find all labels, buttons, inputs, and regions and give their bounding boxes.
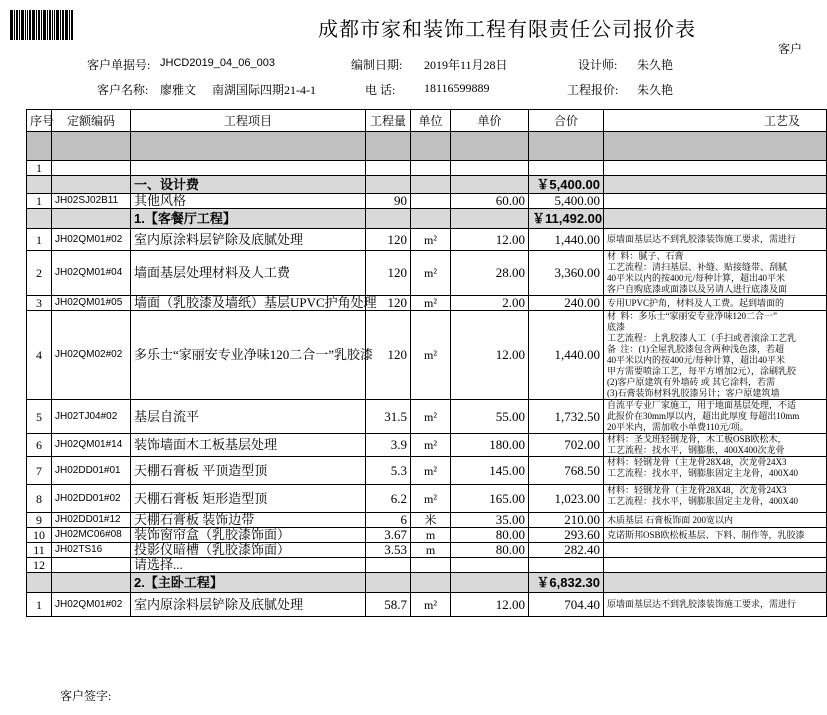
item-name: 天棚石膏板 装饰边带 [131, 513, 366, 528]
empty-cell [411, 209, 451, 229]
table-row [27, 311, 827, 400]
section-total: ￥11,492.00 [529, 209, 604, 229]
unit-price: 12.00 [451, 229, 529, 251]
unit: m² [411, 434, 451, 457]
unit: m² [411, 593, 451, 617]
amount: 5,400.00 [529, 194, 604, 209]
unit: m² [411, 400, 451, 434]
item-name: 室内原涂料层铲除及底腻处理 [131, 593, 366, 617]
unit: m² [411, 296, 451, 311]
item-name: 天棚石膏板 矩形造型顶 [131, 485, 366, 513]
section-total: ￥5,400.00 [529, 176, 604, 194]
unit-price: 12.00 [451, 593, 529, 617]
unit-price [451, 558, 529, 573]
row-number: 8 [27, 485, 52, 513]
quota-code: JH02QM02#02 [52, 311, 131, 400]
section-title: 1.【客餐厅工程】 [131, 209, 366, 229]
quote-by-value: 朱久艳 [637, 83, 674, 97]
quota-code: JH02QM01#04 [52, 251, 131, 296]
unit: 米 [411, 513, 451, 528]
order-number-value: JHCD2019_04_06_003 [160, 57, 275, 69]
amount: 240.00 [529, 296, 604, 311]
quantity: 31.5 [366, 400, 411, 434]
section-row [27, 209, 827, 229]
quota-code: JH02TS16 [52, 543, 131, 558]
unit-price: 12.00 [451, 311, 529, 400]
table-row [27, 161, 827, 176]
section-row [27, 176, 827, 194]
quantity: 6.2 [366, 485, 411, 513]
table-row [27, 543, 827, 558]
empty-cell [604, 209, 827, 229]
empty-cell [52, 573, 131, 593]
unit-price: 35.00 [451, 513, 529, 528]
empty-cell [604, 176, 827, 194]
unit: m² [411, 485, 451, 513]
unit: m² [411, 311, 451, 400]
item-name: 其他风格 [131, 194, 366, 209]
quantity: 3.53 [366, 543, 411, 558]
designer-label: 设计师: [578, 58, 618, 72]
section-total: ￥6,832.30 [529, 573, 604, 593]
amount: 210.00 [529, 513, 604, 528]
gray-band-row [27, 132, 827, 161]
quantity: 120 [366, 229, 411, 251]
table-row [27, 251, 827, 296]
unit-price: 80.00 [451, 543, 529, 558]
row-number: 1 [27, 593, 52, 617]
table-row [27, 485, 827, 513]
customer-name-value: 廖雅文 [160, 83, 197, 97]
row-number: 7 [27, 457, 52, 485]
empty-cell [366, 161, 411, 176]
empty-cell [604, 161, 827, 176]
section-row [27, 573, 827, 593]
phone-value: 18116599889 [424, 81, 490, 95]
process-description: 木质基层 石膏板饰面 200宽以内 [604, 513, 827, 528]
quantity: 120 [366, 251, 411, 296]
item-name: 投影仪暗槽（乳胶漆饰面） [131, 543, 366, 558]
quantity [366, 558, 411, 573]
item-name: 请选择... [131, 558, 366, 573]
header-cell: 单位 [411, 110, 451, 132]
unit: m² [411, 229, 451, 251]
process-description: 材 料：腻子、石膏 工艺流程：清扫基层、补缝、贴接缝带、刮腻 40平米以内的按400元/每种计算，超出40平米 客户自购底漆或面漆以及另请人进行底漆及面 [604, 251, 827, 296]
quota-code: JH02QM01#05 [52, 296, 131, 311]
table-row [27, 528, 827, 543]
quantity: 120 [366, 296, 411, 311]
row-number: 9 [27, 513, 52, 528]
header-cell: 工艺及 [604, 110, 827, 132]
empty-cell [451, 161, 529, 176]
item-name: 室内原涂料层铲除及底腻处理 [131, 229, 366, 251]
amount: 1,440.00 [529, 311, 604, 400]
row-number: 3 [27, 296, 52, 311]
empty-cell [27, 176, 52, 194]
row-number: 5 [27, 400, 52, 434]
amount: 702.00 [529, 434, 604, 457]
phone-label: 电 话: [365, 83, 396, 97]
amount: 1,440.00 [529, 229, 604, 251]
row-number: 1 [27, 229, 52, 251]
customer-name-label: 客户名称: [97, 83, 149, 97]
empty-cell [52, 161, 131, 176]
unit-price: 2.00 [451, 296, 529, 311]
quantity: 120 [366, 311, 411, 400]
process-description: 材料：轻钢龙骨（主龙骨28X48，次龙骨24X3 工艺流程：找水平，钢膨胀固定主龙骨，400X40 [604, 457, 827, 485]
item-name: 装饰墙面木工板基层处理 [131, 434, 366, 457]
unit-price: 80.00 [451, 528, 529, 543]
process-description: 材料：轻钢龙骨（主龙骨28X48，次龙骨24X3 工艺流程：找水平，钢膨胀固定主龙骨，400X40 [604, 485, 827, 513]
amount: 1,732.50 [529, 400, 604, 434]
header-cell: 合价 [529, 110, 604, 132]
process-description [604, 194, 827, 209]
process-description [604, 558, 827, 573]
header-cell: 工程项目 [131, 110, 366, 132]
unit-price: 55.00 [451, 400, 529, 434]
table-row [27, 593, 827, 617]
row-number: 4 [27, 311, 52, 400]
process-description: 克诺斯邦OSB欧松板基层、下料、制作等，乳胶漆 [604, 528, 827, 543]
quota-code [52, 558, 131, 573]
unit-price: 180.00 [451, 434, 529, 457]
table-row [27, 194, 827, 209]
row-number: 11 [27, 543, 52, 558]
row-number: 12 [27, 558, 52, 573]
empty-cell [411, 176, 451, 194]
barcode [10, 10, 90, 40]
empty-cell [604, 573, 827, 593]
date-value: 2019年11月28日 [424, 58, 508, 72]
unit [411, 194, 451, 209]
process-description: 自流平专业厂家施工，用于地面基层处理，不适 此报价在30mm厚以内，超出此厚度 每超出10mm 20平米内，需加收小单费110元/项。 [604, 400, 827, 434]
row-number: 2 [27, 251, 52, 296]
process-description: 材 料：多乐士“家丽安专业净味120二合一” 底漆 工艺流程：上乳胶漆人工（手扫或者滚涂工艺乳 备 注：(1)全屋乳胶漆包含两种浅色漆，若超 40平米以内的按400元/每种计算，超出40平米 甲方需要喷涂工艺，每平方增加2元），涂刷乳胶 (2)客户原建筑有外墙砖 或 其它涂料，若需 (3)石膏装饰材料乳胶漆另计；客户原建筑墙 [604, 311, 827, 400]
customer-address: 南湖国际四期21-4-1 [212, 83, 316, 97]
empty-cell [366, 176, 411, 194]
quota-code: JH02DD01#12 [52, 513, 131, 528]
amount: 3,360.00 [529, 251, 604, 296]
empty-cell [366, 573, 411, 593]
amount: 1,023.00 [529, 485, 604, 513]
quota-code: JH02SJ02B11 [52, 194, 131, 209]
empty-cell [451, 209, 529, 229]
header-cell: 定额编码 [52, 110, 131, 132]
row-number: 1 [27, 194, 52, 209]
unit: m² [411, 251, 451, 296]
quote-by-label: 工程报价: [567, 83, 619, 97]
unit-price: 145.00 [451, 457, 529, 485]
unit: m² [411, 457, 451, 485]
process-description: 专用UPVC护角，材料及人工费。起到墙面的 [604, 296, 827, 311]
table-row [27, 229, 827, 251]
empty-cell [52, 209, 131, 229]
header-cut-text: 客户 [778, 42, 803, 56]
row-number: 10 [27, 528, 52, 543]
quote-table [26, 109, 827, 617]
item-name: 墙面基层处理材料及人工费 [131, 251, 366, 296]
item-name: 基层自流平 [131, 400, 366, 434]
quota-code: JH02QM01#02 [52, 593, 131, 617]
amount: 282.40 [529, 543, 604, 558]
table-row [27, 457, 827, 485]
process-description: 原墙面基层达不到乳胶漆装饰施工要求，需进行 [604, 593, 827, 617]
empty-cell [411, 573, 451, 593]
table-row [27, 513, 827, 528]
quota-code: JH02DD01#01 [52, 457, 131, 485]
row-number: 6 [27, 434, 52, 457]
quota-code: JH02MC06#08 [52, 528, 131, 543]
row-number: 1 [27, 161, 52, 176]
empty-cell [411, 161, 451, 176]
quota-code: JH02QM01#14 [52, 434, 131, 457]
unit-price: 28.00 [451, 251, 529, 296]
item-name: 墙面（乳胶漆及墙纸）基层UPVC护角处理 [131, 296, 366, 311]
document-title: 成都市家和装饰工程有限责任公司报价表 [318, 19, 696, 41]
header-cell: 单价 [451, 110, 529, 132]
quantity: 90 [366, 194, 411, 209]
unit: m [411, 528, 451, 543]
unit-price: 165.00 [451, 485, 529, 513]
quota-code: JH02QM01#02 [52, 229, 131, 251]
unit-price: 60.00 [451, 194, 529, 209]
empty-cell [366, 209, 411, 229]
unit [411, 558, 451, 573]
quota-code: JH02DD01#02 [52, 485, 131, 513]
table-row [27, 558, 827, 573]
empty-cell [131, 161, 366, 176]
table-row [27, 400, 827, 434]
empty-cell [27, 573, 52, 593]
section-title: 一、设计费 [131, 176, 366, 194]
amount [529, 558, 604, 573]
customer-signature-label: 客户签字: [60, 689, 112, 703]
amount: 293.60 [529, 528, 604, 543]
process-description: 材料：圣戈班轻钢龙骨，木工板OSB欧松木， 工艺流程：找水平，钢膨胀，400X400次龙骨 [604, 434, 827, 457]
section-title: 2.【主卧工程】 [131, 573, 366, 593]
quantity: 6 [366, 513, 411, 528]
quantity: 3.9 [366, 434, 411, 457]
date-label: 编制日期: [351, 58, 403, 72]
header-cell: 工程量 [366, 110, 411, 132]
designer-value: 朱久艳 [637, 58, 674, 72]
order-number-label: 客户单据号: [87, 58, 151, 72]
amount: 704.40 [529, 593, 604, 617]
item-name: 天棚石膏板 平顶造型顶 [131, 457, 366, 485]
unit: m [411, 543, 451, 558]
empty-cell [52, 176, 131, 194]
table-header-row [27, 110, 827, 132]
quota-code: JH02TJ04#02 [52, 400, 131, 434]
empty-cell [529, 161, 604, 176]
process-description: 原墙面基层达不到乳胶漆装饰施工要求，需进行 [604, 229, 827, 251]
amount: 768.50 [529, 457, 604, 485]
process-description [604, 543, 827, 558]
header-cell: 序号 [27, 110, 52, 132]
item-name: 装饰窗帘盒（乳胶漆饰面） [131, 528, 366, 543]
quantity: 5.3 [366, 457, 411, 485]
empty-cell [27, 209, 52, 229]
table-row [27, 434, 827, 457]
empty-cell [451, 176, 529, 194]
item-name: 多乐士“家丽安专业净味120二合一”乳胶漆 [131, 311, 366, 400]
quantity: 3.67 [366, 528, 411, 543]
quantity: 58.7 [366, 593, 411, 617]
empty-cell [451, 573, 529, 593]
table-row [27, 296, 827, 311]
